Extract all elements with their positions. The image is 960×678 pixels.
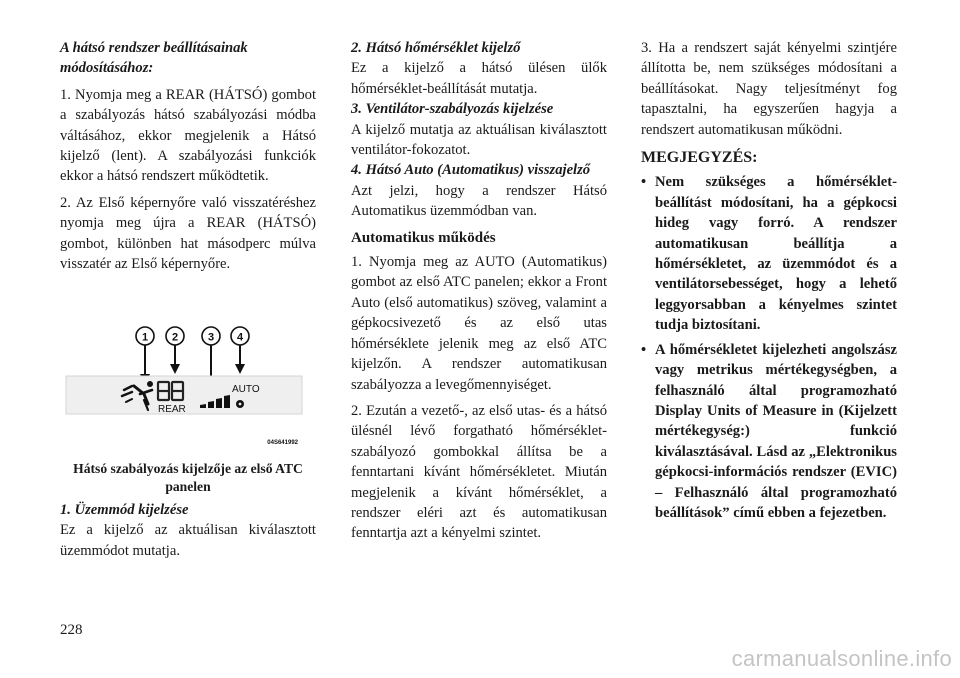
note-bullet-2 [641, 340, 897, 524]
fan-icon [236, 400, 244, 408]
note-bullet-text: Nem szükséges a hőmérséklet-beállítást módosítani, ha a gépkocsi hideg vagy forró. A rendszer automatikusan beállítja a hőmérsékletet, az üzemmódot és a ventilátorsebességet, hogy a lehető leggyorsabban a kényelmes szintet tudja biztosítani. [655, 174, 897, 334]
note-bullet-1 [641, 172, 897, 335]
callout-4 [231, 327, 249, 374]
svg-text:3: 3 [207, 331, 215, 344]
item-1-text: Ez a kijelző az aktuálisan kiválasztott üzemmódot mutatja. [60, 522, 316, 559]
svg-text:1: 1 [141, 331, 149, 344]
item-4-text: Azt jelzi, hogy a rendszer Hátsó Automatikus üzemmódban van. [351, 182, 607, 220]
item-2-text: Ez a kijelző a hátsó ülésen ülők hőmérséklet-beállítását mutatja. [351, 60, 607, 97]
item-3-title: 3. Ventilátor-szabályozás kijelzése [351, 101, 554, 118]
svg-text:4: 4 [236, 331, 244, 344]
item-3-text: A kijelző mutatja az aktuálisan kiválasztott ventilátor-fokozatot. [351, 121, 607, 159]
paragraph-step-2: 2. Az Első képernyőre való visszatéréshez nyomja meg újra a REAR (HÁTSÓ) gombot, különben hat másodperc múlva visszatér az Első képernyőre. [60, 194, 316, 273]
rear-display-figure [60, 320, 316, 460]
auto-operation-heading: Automatikus működés [351, 229, 496, 246]
item-2-title: 2. Hátsó hőmérséklet kijelző [351, 40, 521, 56]
figure-caption: Hátsó szabályozás kijelzője az első ATC panelen [73, 461, 303, 494]
item-4-title: 4. Hátsó Auto (Automatikus) visszajelző [351, 162, 591, 179]
item-1-title: 1. Üzemmód kijelzése [60, 502, 189, 518]
auto-label: AUTO [232, 384, 260, 395]
section-heading: A hátsó rendszer beállításainak módosításához: [60, 40, 248, 77]
auto-step-2: 2. Ezután a vezető-, az első utas- és a hátsó ülésnél lévő forgatható hőmérséklet-szabályozó gombokkal állítsa be a fenntartani kívánt hőmérsékletet. Miután megjelenik a kívánt hőmérséklet, a rendszer eléri azt és automatikusan fenntartja azt a kényelmi szintet. [351, 402, 607, 542]
auto-step-3: 3. Ha a rendszert saját kényelmi szintjére állította be, nem szükséges módosítani a beállításokat. Nagy teljesítményt fog tapasztalni, ha egyszerűen hagyja a rendszert automatikusan működni. [641, 40, 897, 138]
note-heading: MEGJEGYZÉS: [641, 149, 758, 167]
callout-1 [136, 327, 154, 384]
column-left-lower [60, 500, 316, 561]
bullet-marker: • [641, 174, 647, 191]
column-left [60, 38, 316, 274]
paragraph-step-1: 1. Nyomja meg a REAR (HÁTSÓ) gombot a szabályozás hátsó szabályozási módba váltásához, ekkor megjelenik a Hátsó kijelző (lent). A szabályozási funkciók ekkor a hátsó rendszert működtetik. [60, 86, 316, 185]
column-middle [351, 38, 607, 544]
callout-2 [166, 327, 184, 374]
column-right [641, 38, 897, 523]
auto-step-1: 1. Nyomja meg az AUTO (Automatikus) gombot az első ATC panelen; ekkor a Front Auto (első automatikus) szöveg, valamint a gépkocsivezető és az első utas hőmérséklete jelenik meg az első ATC kijelzőn. A rendszer automatikusan szabályozza a levegőmennyiséget. [351, 254, 607, 393]
svg-text:2: 2 [171, 331, 179, 344]
rear-label: REAR [158, 404, 186, 415]
rear-display-illustration [60, 320, 316, 460]
note-bullet-text: A hőmérsékletet kijelezheti angolszász vagy metrikus mértékegységben, a felhasználó által programozható Display Units of Measure in (Kijelzett mértékegység:) funkció kiválasztásával. Lásd az „Elektronikus gépkocsi-információs rendszer (EVIC) – Felhasználó által programozható beállítások” című ebben a fejezetben. [655, 341, 897, 521]
watermark: carmanualsonline.info [731, 646, 952, 671]
bullet-marker: • [641, 341, 647, 358]
image-code: 04S641992 [267, 440, 298, 446]
page-number: 228 [60, 622, 83, 638]
